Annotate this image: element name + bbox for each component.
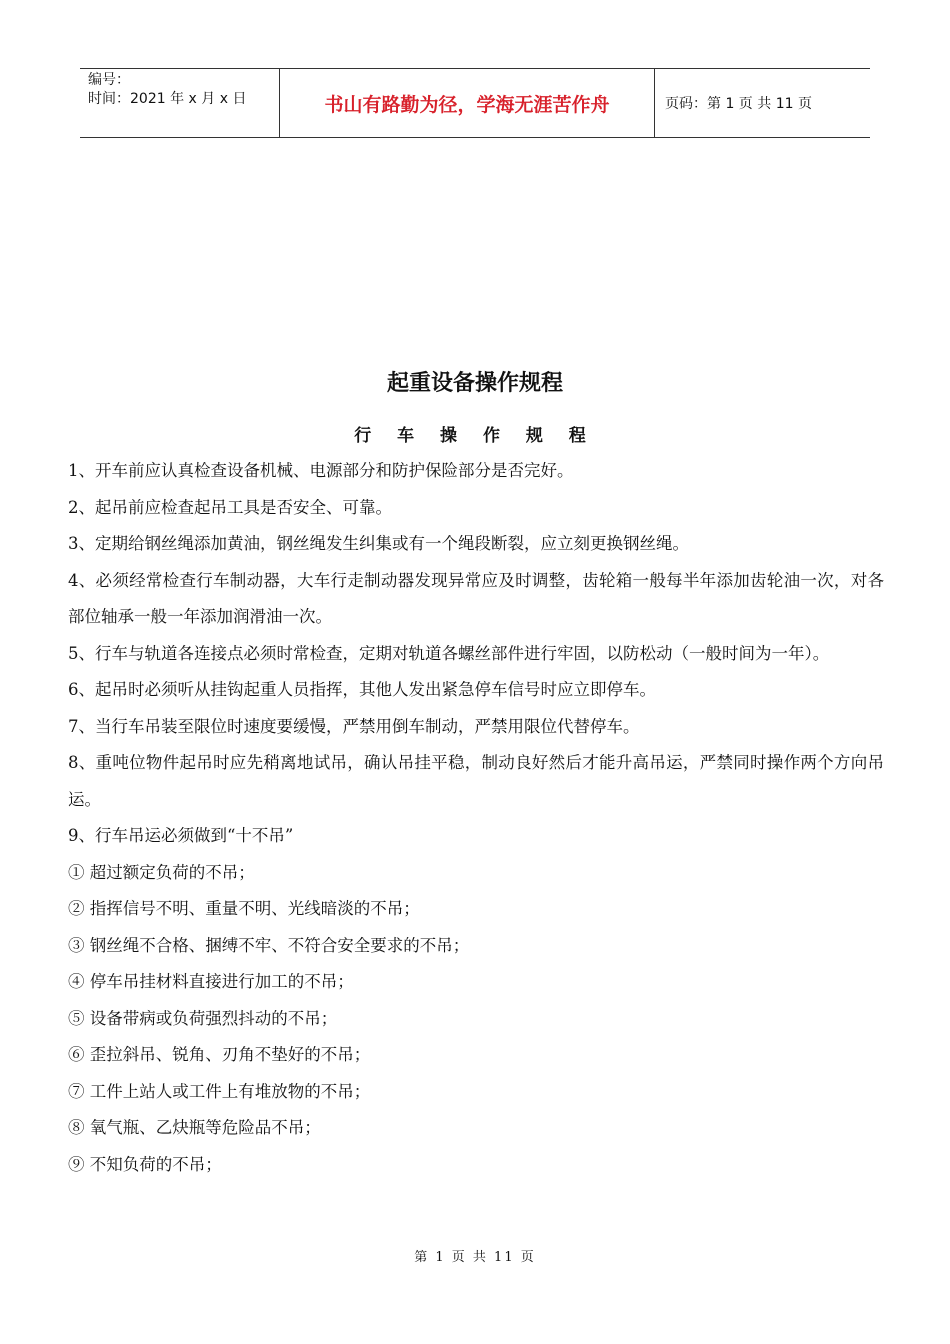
list-item: ⑧ 氧气瓶、乙炔瓶等危险品不吊； (68, 1118, 321, 1137)
header-page-label: 页码：第 1 页 共 11 页 (665, 96, 812, 112)
document-subtitle: 行 车 操 作 规 程 (354, 426, 596, 446)
page-footer: 第 1 页 共 11 页 (414, 1250, 536, 1265)
list-item: ④ 停车吊挂材料直接进行加工的不吊； (68, 972, 354, 991)
list-item: ⑦ 工件上站人或工件上有堆放物的不吊； (68, 1081, 371, 1101)
paragraph: 4、必须经常检查行车制动器，大车行走制动器发现异常应及时调整，齿轮箱一般每半年添加齿轮油一次，对各部位轴承一般一年添加润滑油一次。 (68, 570, 884, 626)
paragraph: 6、起吊时必须听从挂钩起重人员指挥，其他人发出紧急停车信号时应立即停车。 (68, 680, 656, 699)
document-body (68, 453, 884, 1183)
paragraph: 8、重吨位物件起吊时应先稍离地试吊，确认吊挂平稳，制动良好然后才能升高吊运，严禁同时操作两个方向吊运。 (68, 753, 884, 809)
page-header (80, 68, 870, 138)
paragraph: 3、定期给钢丝绳添加黄油，钢丝绳发生纠集或有一个绳段断裂，应立刻更换钢丝绳。 (68, 534, 689, 553)
list-item: ⑤ 设备带病或负荷强烈抖动的不吊； (68, 1008, 338, 1028)
paragraph: 7、当行车吊装至限位时速度要缓慢，严禁用倒车制动，严禁用限位代替停车。 (68, 716, 640, 736)
list-item: ② 指挥信号不明、重量不明、光线暗淡的不吊； (68, 899, 420, 918)
date-label: 时间：2021 年 x 月 x 日 (88, 91, 247, 107)
list-item: ⑥ 歪拉斜吊、锐角、刃角不垫好的不吊； (68, 1045, 371, 1064)
header-meta (80, 69, 280, 137)
list-item: ⑨ 不知负荷的不吊； (68, 1154, 222, 1174)
paragraph: 2、起吊前应检查起吊工具是否安全、可靠。 (68, 497, 392, 517)
document-title: 起重设备操作规程 (386, 371, 563, 396)
paragraph: 1、开车前应认真检查设备机械、电源部分和防护保险部分是否完好。 (68, 461, 574, 480)
paragraph: 5、行车与轨道各连接点必须时常检查，定期对轨道各螺丝部件进行牢固，以防松动（一般时间为一年）。 (68, 643, 830, 663)
number-label: 编号： (88, 72, 130, 88)
header-motto: 书山有路勤为径，学海无涯苦作舟 (280, 69, 655, 137)
list-item: ① 超过额定负荷的不吊； (68, 862, 255, 882)
paragraph: 9、行车吊运必须做到“十不吊” (68, 826, 294, 845)
list-item: ③ 钢丝绳不合格、捆缚不牢、不符合安全要求的不吊； (68, 935, 470, 955)
